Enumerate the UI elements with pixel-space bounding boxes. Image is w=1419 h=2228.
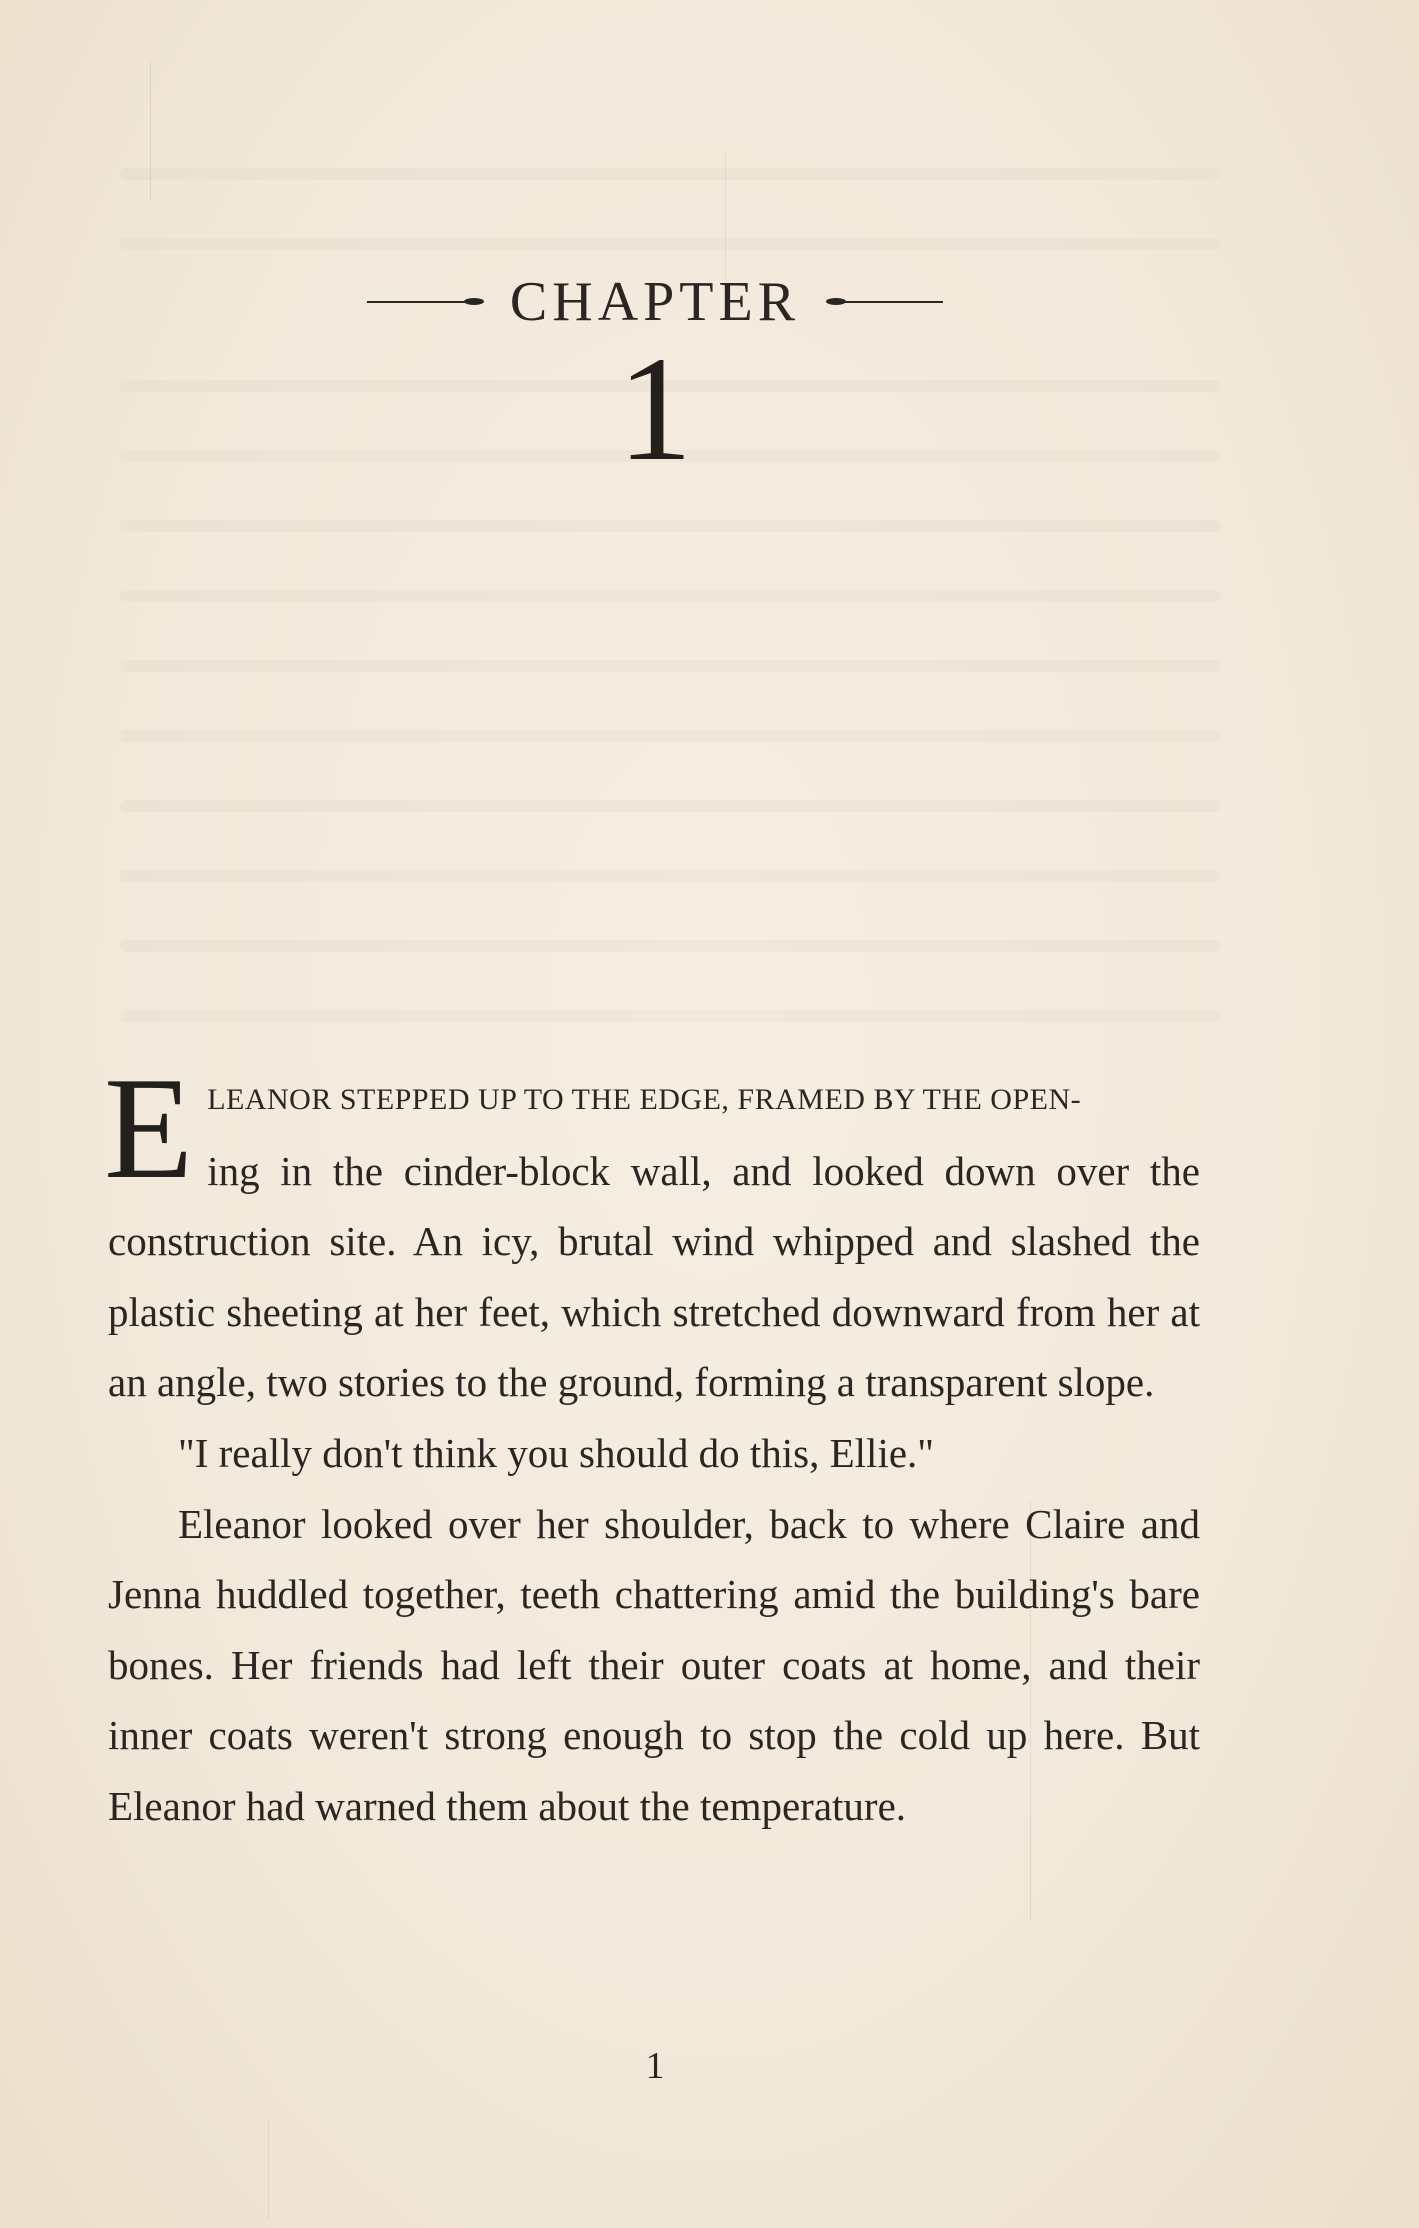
bleed-through-line [120,168,1220,180]
bleed-through-line [120,870,1220,882]
chapter-number: 1 [617,326,693,492]
page-crease [725,150,726,280]
page-number: 1 [645,2045,665,2087]
bleed-through-line [120,940,1220,952]
chapter-body-text [104,1047,1200,1842]
chapter-title-line [0,270,1310,334]
page-crease [150,60,151,200]
bleed-through-line [120,590,1220,602]
drop-cap-letter: E [104,1047,194,1209]
bleed-through-line [120,660,1220,672]
chapter-label: CHAPTER [509,271,801,333]
paragraph-opening [104,1047,1200,1418]
chapter-heading [0,270,1310,492]
bleed-through-line [120,238,1220,250]
paragraph-dialogue: "I really don't think you should do this, Ellie." [178,1429,935,1476]
bleed-through-line [120,800,1220,812]
paragraph-narration: Eleanor looked over her shoulder, back to where Claire and Jenna huddled together, teeth chattering amid the building's bare bones. Her friends had left their outer coats at home, and their inner coats weren't strong enough to stop the cold up here. But Eleanor had warned them about the temperature. [108,1500,1200,1829]
page-crease [268,2120,269,2220]
bleed-through-line [120,520,1220,532]
bleed-through-line [120,1010,1220,1022]
ornament-rule-left [367,301,482,303]
opening-smallcaps-text: LEANOR STEPPED UP TO THE EDGE, FRAMED BY THE OPEN- [207,1083,1082,1116]
ornament-rule-right [828,301,943,303]
bleed-through-line [120,730,1220,742]
paragraph-opening-text: ing in the cinder-block wall, and looked down over the construction site. An icy, brutal wind whipped and slashed the plastic sheeting at her feet, which stretched downward from her at an angle, two stories to the ground, forming a transparent slope. [108,1147,1200,1406]
